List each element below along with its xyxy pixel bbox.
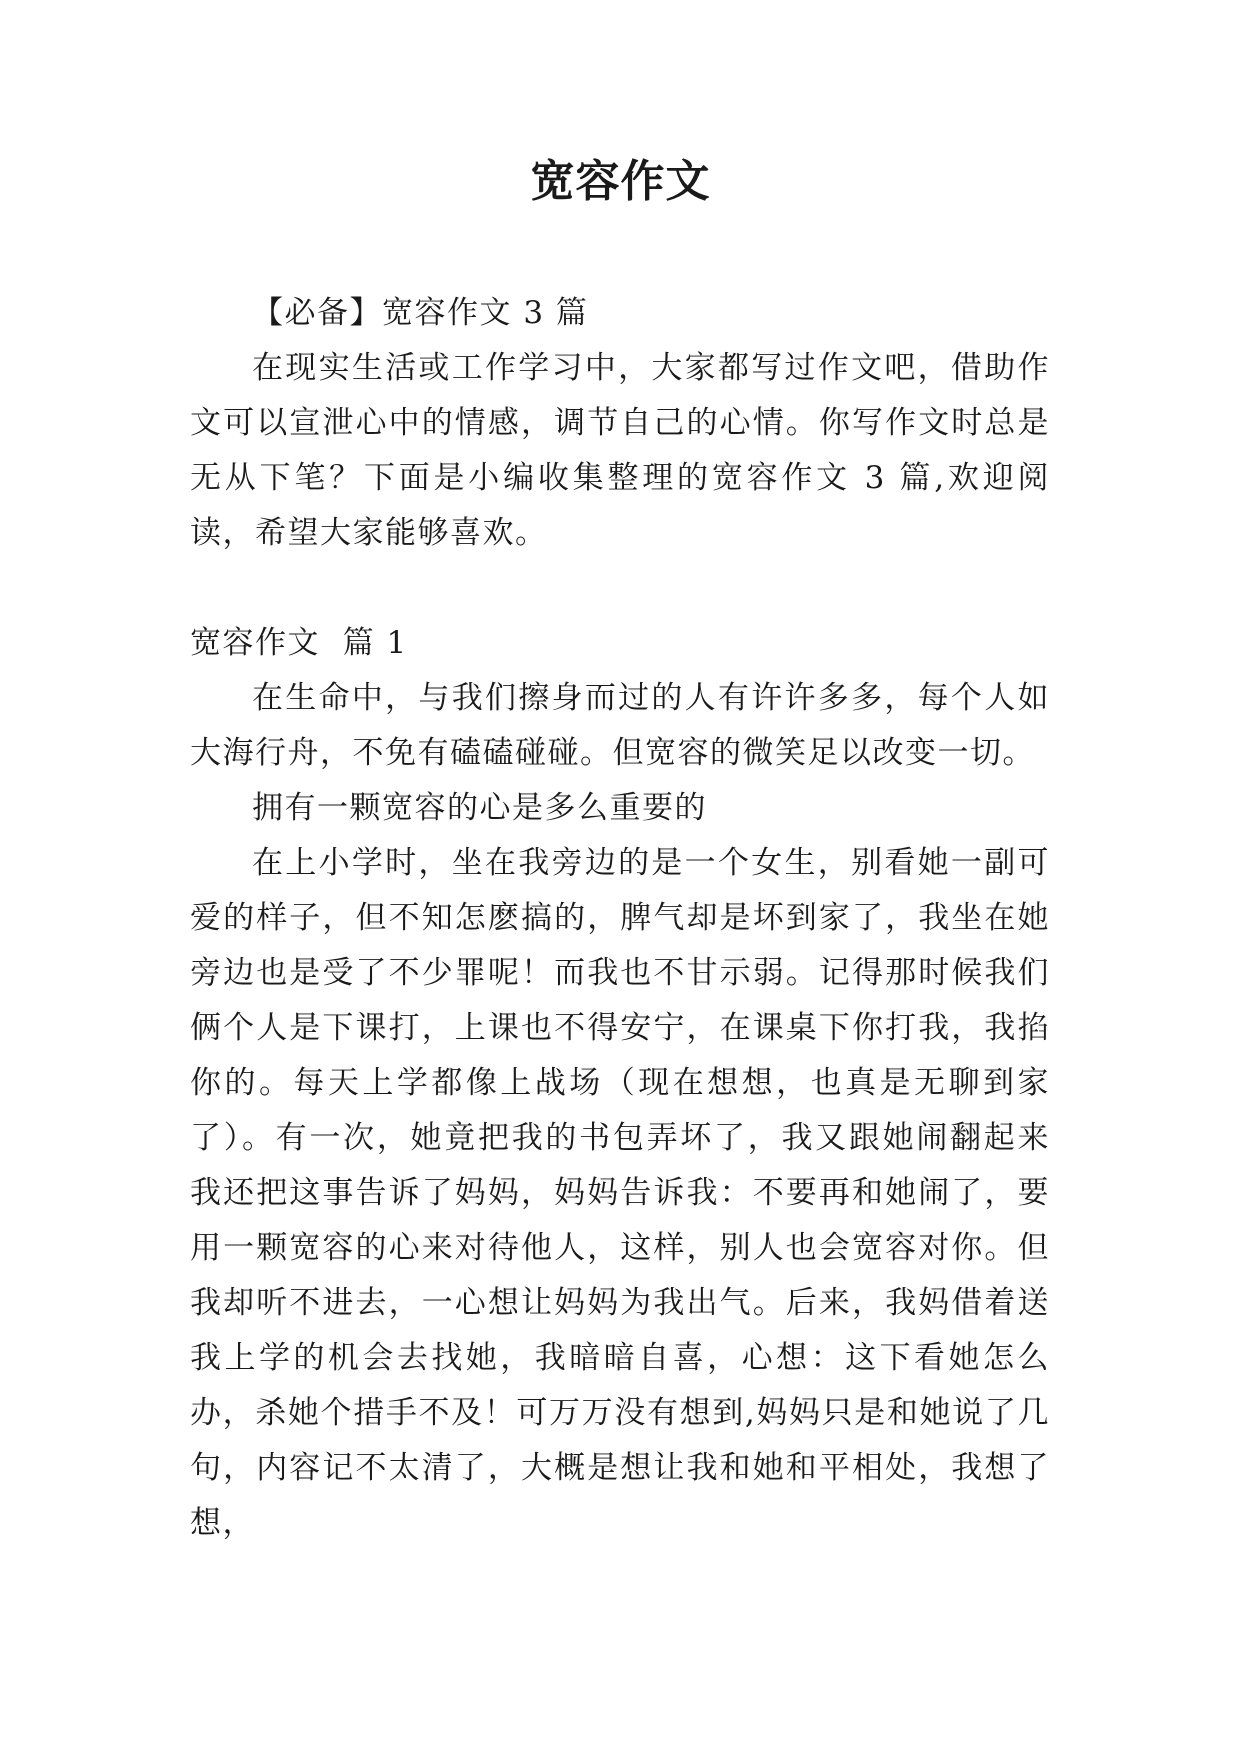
paragraph: 在上小学时，坐在我旁边的是一个女生，别看她一副可爱的样子，但不知怎麽搞的，脾气却是坏到家了，我坐在她旁边也是受了不少罪呢！而我也不甘示弱。记得那时候我们俩个人是下课打，上课也不得安宁，在课桌下你打我，我掐你的。每天上学都像上战场（现在想想，也真是无聊到家了）。有一次，她竟把我的书包弄坏了，我又跟她闹翻起来我还把这事告诉了妈妈，妈妈告诉我：不要再和她闹了，要用一颗宽容的心来对待他人，这样，别人也会宽容对你。但我却听不进去，一心想让妈妈为我出气。后来，我妈借着送我上学的机会去找她，我暗暗自喜，心想：这下看她怎么办，杀她个措手不及！可万万没有想到,妈妈只是和她说了几句，内容记不太清了，大概是想让我和她和平相处，我想了想， (190, 845, 1050, 1541)
intro-heading: 【必备】宽容作文 3 篇 (252, 295, 589, 331)
section-heading: 宽容作文 篇 1 (190, 625, 408, 661)
document-body (190, 286, 1050, 1551)
paragraph: 在生命中，与我们擦身而过的人有许许多多，每个人如大海行舟，不免有磕磕碰碰。但宽容的微笑足以改变一切。 (190, 680, 1050, 771)
paragraph: 拥有一颗宽容的心是多么重要的 (252, 790, 707, 826)
intro-paragraph: 在现实生活或工作学习中，大家都写过作文吧，借助作文可以宣泄心中的情感，调节自己的心情。你写作文时总是无从下笔？下面是小编收集整理的宽容作文 3 篇,欢迎阅读，希望大家能够喜欢。 (190, 350, 1050, 551)
document-title: 宽容作文 (530, 156, 711, 207)
